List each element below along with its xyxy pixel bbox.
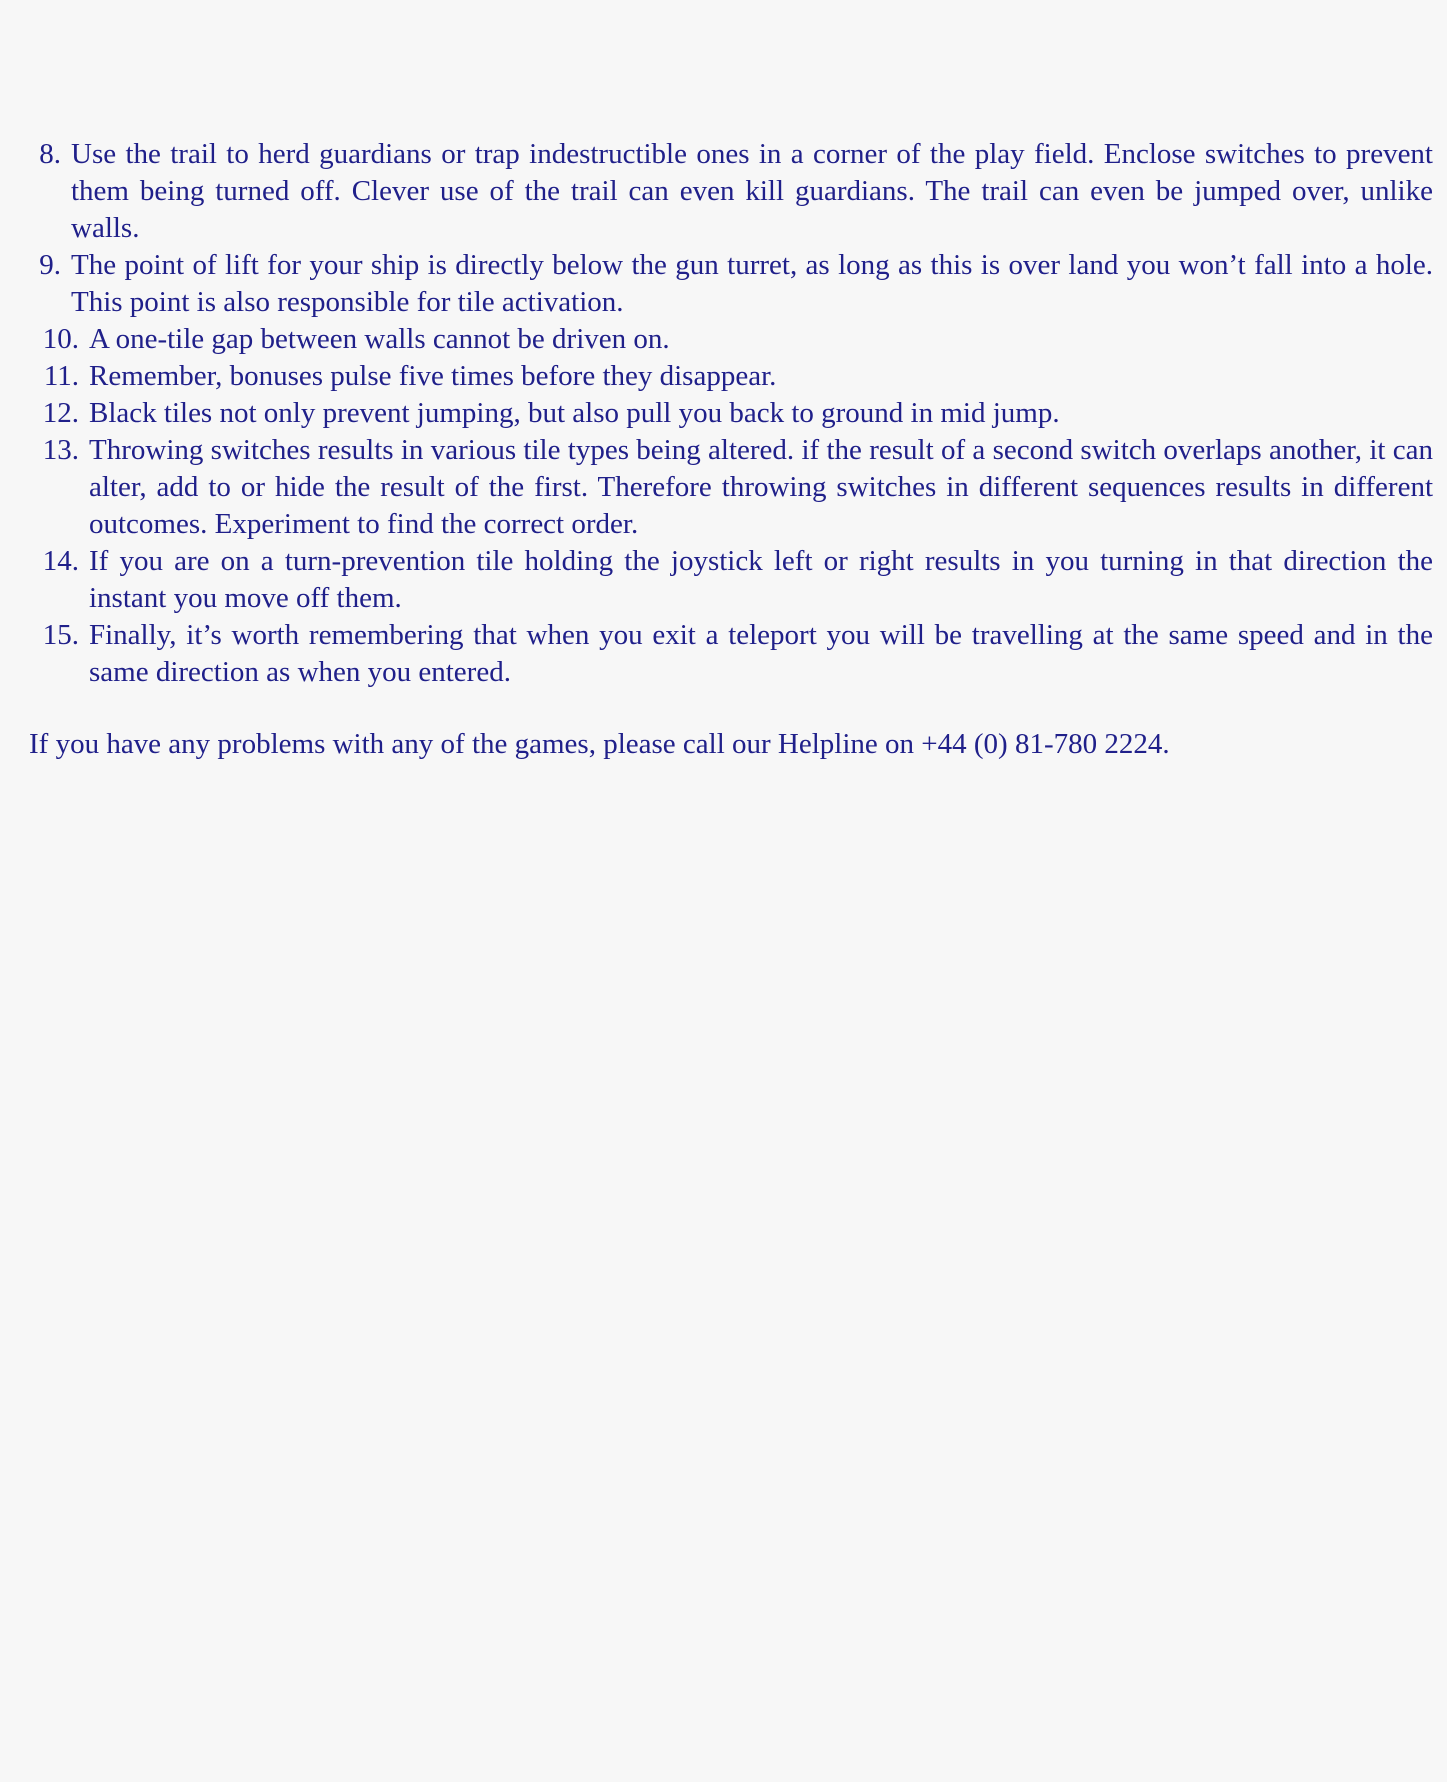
tip-text: Finally, it’s worth remembering that when you exit a teleport you will be travelling at the same speed and in the same direction as when you entered. <box>89 619 1433 688</box>
tip-item-12 <box>29 395 1433 432</box>
tip-item-9 <box>29 247 1433 321</box>
tip-number: 8. <box>39 138 61 170</box>
tip-number: 11. <box>43 360 79 392</box>
tip-text: Black tiles not only prevent jumping, but also pull you back to ground in mid jump. <box>89 397 1060 429</box>
tip-text: A one-tile gap between walls cannot be driven on. <box>89 323 670 355</box>
tip-number: 13. <box>42 434 79 466</box>
tip-number: 14. <box>42 545 79 577</box>
tip-number: 12. <box>42 397 79 429</box>
tip-text: Throwing switches results in various tile types being altered. if the result of a second switch overlaps another, it can alter, add to or hide the result of the first. Therefore throwing switches in different sequences results in different outcomes. Experiment to find the correct order. <box>89 434 1433 540</box>
tip-number: 15. <box>42 619 79 651</box>
tip-text: The point of lift for your ship is directly below the gun turret, as long as this is over land you won’t fall into a hole. This point is also responsible for tile activation. <box>71 249 1433 318</box>
tip-item-14 <box>29 543 1433 617</box>
tip-item-11 <box>29 358 1433 395</box>
helpline-note: If you have any problems with any of the games, please call our Helpline on +44 (0) 81-780 2224. <box>29 728 1170 760</box>
tip-item-13 <box>29 432 1433 543</box>
tip-text: If you are on a turn-prevention tile holding the joystick left or right results in you turning in that direction the instant you move off them. <box>89 545 1433 614</box>
tip-text: Use the trail to herd guardians or trap indestructible ones in a corner of the play field. Enclose switches to prevent them being turned off. Clever use of the trail can even kill guardians. The trail can even be jumped over, unlike walls. <box>71 138 1433 244</box>
tip-item-10 <box>29 321 1433 358</box>
tip-text: Remember, bonuses pulse five times before they disappear. <box>89 360 777 392</box>
tip-number: 10. <box>42 323 79 355</box>
tip-number: 9. <box>39 249 61 281</box>
tips-list <box>29 136 1433 691</box>
tip-item-15 <box>29 617 1433 691</box>
tip-item-8 <box>29 136 1433 247</box>
